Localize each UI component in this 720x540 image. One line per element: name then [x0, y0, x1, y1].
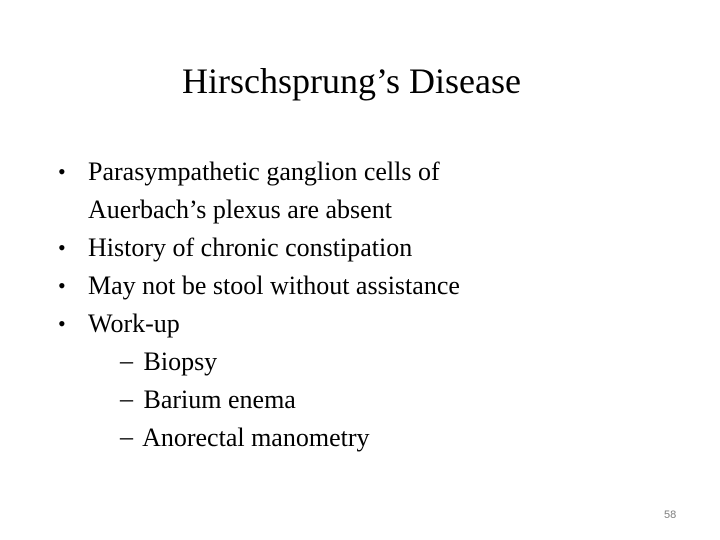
page-number: 58: [664, 509, 677, 521]
sub-bullet-item: [58, 419, 698, 457]
dash-icon: –: [120, 422, 133, 451]
bullet-icon: •: [58, 235, 66, 260]
bullet-item: [58, 305, 698, 343]
sub-bullet-text: Biopsy: [143, 347, 218, 376]
bullet-icon: •: [58, 273, 66, 298]
bullet-icon: •: [58, 311, 66, 336]
bullet-text: May not be stool without assistance: [88, 271, 460, 300]
bullet-item: [58, 153, 698, 229]
bullet-item: [58, 267, 698, 305]
dash-icon: –: [120, 384, 133, 413]
sub-bullet-text: Barium enema: [143, 385, 296, 414]
slide-title: Hirschsprung’s Disease: [182, 61, 521, 101]
bullet-list: [58, 153, 698, 457]
dash-icon: –: [120, 346, 133, 375]
bullet-text: History of chronic constipation: [88, 233, 413, 262]
bullet-icon: •: [58, 159, 66, 184]
bullet-item: [58, 229, 698, 267]
sub-bullet-item: [58, 343, 698, 381]
sub-bullet-text: Anorectal manometry: [142, 423, 370, 452]
bullet-text: Work-up: [88, 309, 180, 338]
bullet-text: Parasympathetic ganglion cells of Auerbach’s plexus are absent: [88, 157, 440, 224]
sub-bullet-item: [58, 381, 698, 419]
